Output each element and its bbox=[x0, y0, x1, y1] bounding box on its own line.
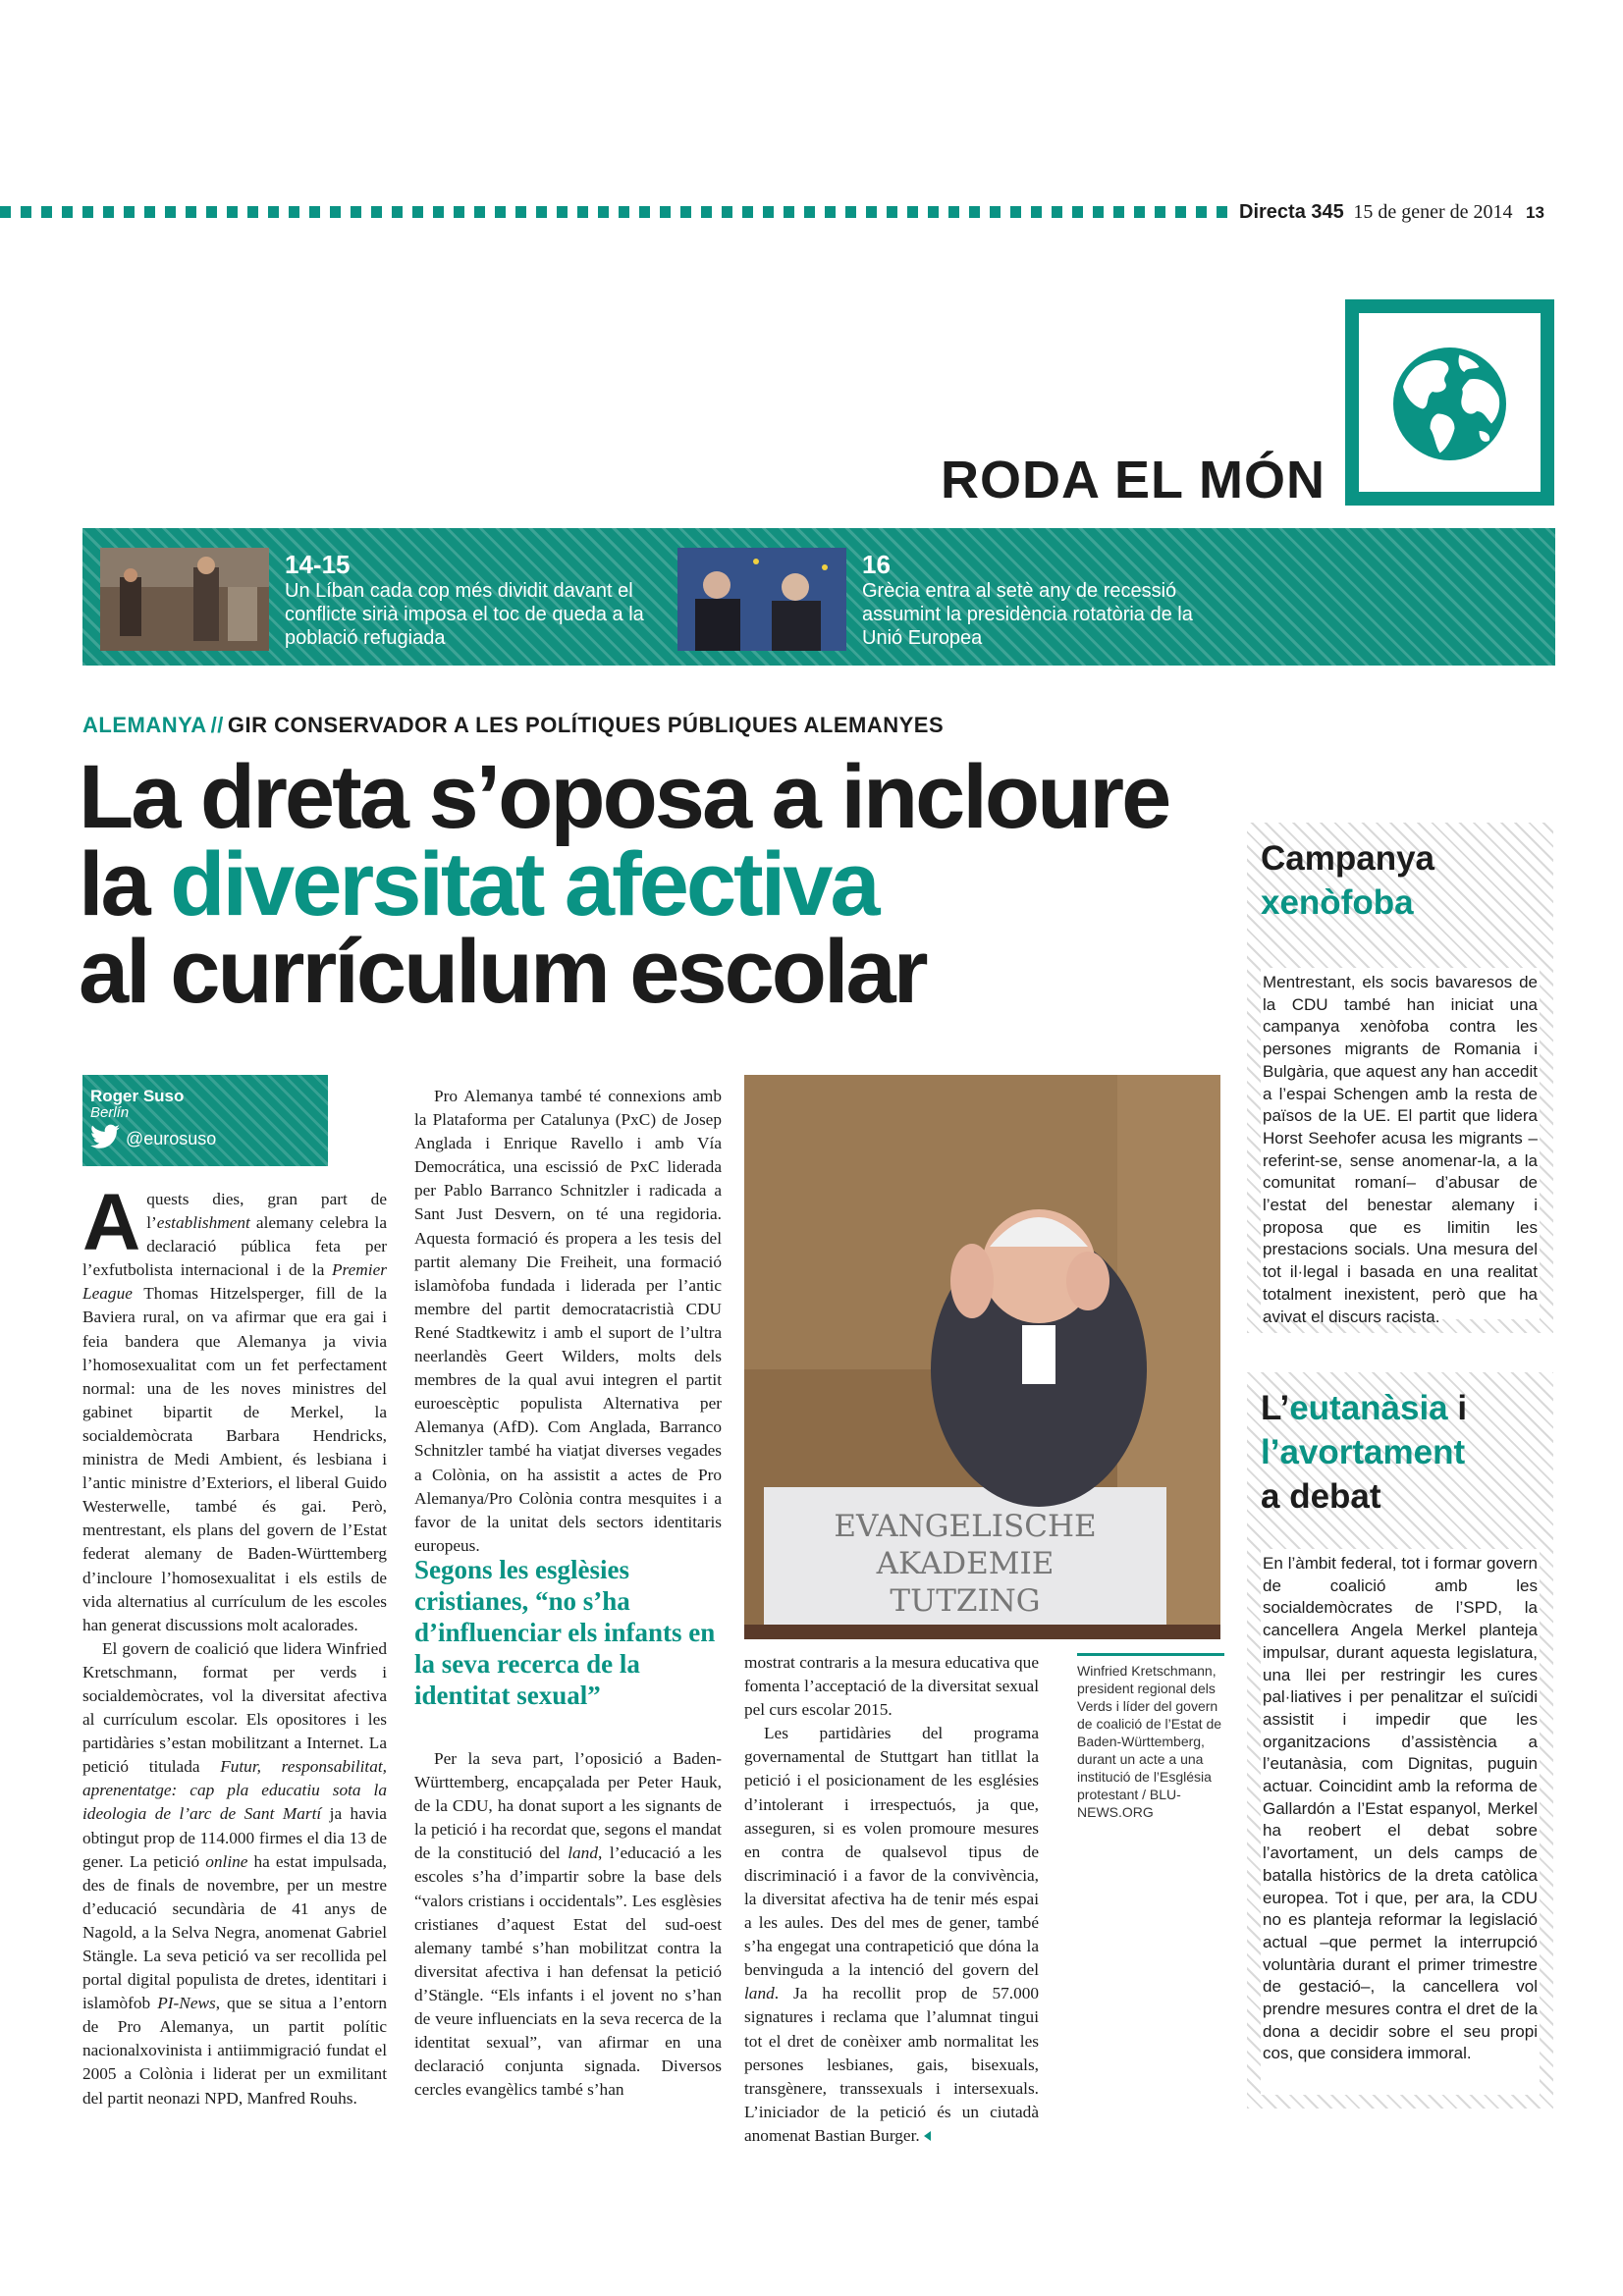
byline-box bbox=[82, 1075, 328, 1166]
article-paragraph bbox=[82, 1178, 387, 1637]
text-run: alemany celebra la declaració pública feta per l’exfutbolista internacional i de la bbox=[82, 1213, 387, 1280]
sidebar-title bbox=[1261, 836, 1434, 925]
article-paragraph bbox=[414, 1747, 722, 2102]
teaser-item[interactable] bbox=[100, 548, 650, 654]
photo-caption: Winfried Kretschmann, president regional dels Verds i líder del govern de coalició de l’Estat de Baden-Württemberg, durant un acte a una institució de l’Església protestant / BLU-NEWS.ORG bbox=[1077, 1653, 1224, 1821]
text-run: Futur, responsabilitat, aprenentatge: cap pla educatiu sota la ideologia de l’arc de Sant Martí bbox=[82, 1757, 387, 1824]
text-run: Per la seva part, l’oposició a Baden-Württemberg, encapçalada per Peter Hauk, de la CDU, ha donat suport a les signants de la petició i ha recordat que, segons el mandat de la constitució del bbox=[414, 1749, 722, 1863]
author-name: Roger Suso bbox=[90, 1087, 185, 1105]
sidebar-euthanasia bbox=[1247, 1372, 1553, 2109]
section-title: RODA EL MÓN bbox=[940, 451, 1325, 509]
article-photo bbox=[744, 1075, 1220, 1639]
sidebar-title bbox=[1261, 1386, 1467, 1519]
headline-line-2 bbox=[79, 834, 1257, 934]
text-run: ha estat impulsada, des de finals de novembre, per un mestre d’educació secundària de 41 anys de Nagold, a la Selva Negra, anomenat Gabriel Stängle. La seva petició va ser recollida pel portal digital populista de dretes, identitari i islamòfob bbox=[82, 1851, 387, 2013]
teaser-text: Grècia entra al setè any de recessió assumint la presidència rotatòria de la Unió Europea bbox=[862, 580, 1193, 649]
text-run: Les partidàries del programa governamental de Stuttgart han titllat la petició i el posicionament de les esglésies d’intolerant i irrespectuós, ja que, asseguren, si es volen promoure mesures en contra de qualsevol tipus de discriminació i a favor de la convivència, la diversitat afectiva ha de tenir més espai a les aules. Des del mes de gener, també s’ha engegat una contrapetició que dóna la benvinguda a la intenció del govern del bbox=[744, 1724, 1039, 1980]
article-column-1 bbox=[82, 1178, 387, 2110]
teaser-band bbox=[82, 528, 1555, 666]
text-run: i bbox=[1447, 1389, 1468, 1427]
headline-highlight: diversitat afectiva bbox=[170, 834, 878, 934]
kicker-topic: GIR CONSERVADOR A LES POLÍTIQUES PÚBLIQUES ALEMANYES bbox=[227, 713, 945, 737]
author-twitter-handle[interactable]: @eurosuso bbox=[126, 1129, 217, 1148]
top-dotted-rule bbox=[0, 206, 1227, 218]
kicker-country: ALEMANYA bbox=[82, 713, 207, 737]
text-run: eutanàsia bbox=[1289, 1389, 1448, 1427]
teaser-pages: 16 bbox=[862, 550, 891, 579]
sidebar-title-line: Campanya bbox=[1261, 839, 1435, 878]
teaser-item[interactable] bbox=[677, 548, 1227, 654]
teaser-pages: 14-15 bbox=[285, 550, 351, 579]
issue-date: 15 de gener de 2014 bbox=[1353, 201, 1513, 223]
sidebar-body: Mentrestant, els socis bavaresos de la CDU també han iniciat una campanya xenòfoba contra les persones migrants de Romania i Bulgària, que aquest any han accedit a l’espai Schengen amb la resta de països de la UE. El partit que lidera Horst Seehofer acusa les migrants –referint-se, sense anomenar-la, a la comunitat romaní– d’abusar de l’estat del benestar alemany i proposa que es limitin les prestacions socials. Una mesura del tot il·legal i basada en una realitat totalment inexistent, però que ha avivat el discurs racista. bbox=[1261, 968, 1540, 1319]
page-folio bbox=[1239, 201, 1544, 224]
headline-line-1: La dreta s’oposa a incloure bbox=[79, 747, 1169, 847]
article-paragraph: Pro Alemanya també té connexions amb la Plataforma per Catalunya (PxC) de Josep Anglada i Enrique Ravello i amb Vía Democrática, una escissió de PxC liderada per Pablo Barranco Schnitzler i radicada a Sant Just Desvern, on té una regidoria. Aquesta formació és propera a les tesis del partit alemany Die Freiheit, una formació islamòfoba fundada i liderada per l’antic membre del partit democratacristià CDU René Stadtkewitz i amb el suport de l’ultra neerlandès Geert Wilders, molts dels membres de la qual avui integren el partit euroescèptic populista Alternativa per Alemanya (AfD). Com Anglada, Barranco Schnitzler també ha viatjat diverses vegades a Colònia, on ha assistit a actes de Pro Alemanya/Pro Colònia contra mesquites i a favor de la unitat dels sectors identitaris europeus. bbox=[414, 1087, 722, 1555]
article-headline bbox=[79, 747, 1257, 1022]
text-run: PI-News bbox=[157, 1994, 216, 2013]
article-column-3 bbox=[744, 1651, 1039, 2148]
text-run: Thomas Hitzelsperger, fill de la Baviera rural, on va afirmar que era gai i feia bandera que Alemanya ja vivia l’homosexualitat com un fet perfectament normal: una de les noves ministres del gabinet bipartit de Merkel, la socialdemòcrata Barbara Hendricks, ministra de Medi Ambient, és lesbiana i l’antic ministre d’Exteriors, el liberal Guido Westerwelle, també és gai. Però, mentrestant, els plans del govern de l’Estat federat alemany de Baden-Württemberg d’incloure l’homosexualitat i els estils de vida alternatius al currículum de les escoles han generat discussions molt acalorades. bbox=[82, 1284, 387, 1634]
photo-sign-line: EVANGELISCHE bbox=[834, 1509, 1097, 1544]
author-city: Berlín bbox=[90, 1104, 130, 1121]
text-run: ja havia obtingut prop de 114.000 firmes el dia 13 de gener. La petició bbox=[82, 1804, 387, 1871]
kicker-separator: // bbox=[210, 713, 224, 737]
article-column-2-cont bbox=[414, 1747, 722, 2102]
twitter-bird-icon bbox=[90, 1124, 120, 1149]
sidebar-title-line: xenòfoba bbox=[1261, 883, 1414, 922]
photo-sign-line: TUTZING bbox=[890, 1583, 1041, 1619]
sidebar-xenophobia bbox=[1247, 823, 1553, 1333]
text-run: Premier League bbox=[82, 1260, 387, 1304]
text-run: , que se situa a l’entorn de Pro Alemanya, un partit polític nacionalxovinista i antiimmigració fundat el 2005 a Colònia i liderat per un exmilitant del partit neonazi NPD, Manfred Rouhs. bbox=[82, 1994, 387, 2108]
teaser-photo-politicians bbox=[677, 548, 846, 651]
text-run: El govern de coalició que lidera Winfried Kretschmann, format per verds i socialdemòcrates, vol la diversitat afectiva al currículum escolar. Els opositores i les partidàries s’estan mobilitzant a Internet. La petició titulada bbox=[82, 1638, 387, 1777]
sidebar-title-line bbox=[1261, 1386, 1467, 1430]
sidebar-title-line: a debat bbox=[1261, 1477, 1381, 1516]
article-paragraph bbox=[744, 1722, 1039, 2148]
text-run: L’ bbox=[1261, 1389, 1290, 1427]
sidebar-body: En l’àmbit federal, tot i formar govern de coalició amb les socialdemòcrates de l’SPD, la cancellera Angela Merkel planteja impulsar, durant aquesta legislatura, una llei per restringir les cures pal·liatives i per penalitzar el suïcidi assistit i impedir que les organitzacions d’assistència a l’eutanàsia, com Dignitas, puguin actuar. Coincidint amb la reforma de Gallardón a l’Estat espanyol, Merkel ha reobert el debat sobre l’avortament, un dels camps de batalla històrics de la dreta catòlica europea. Tot i que, per ara, la CDU no es planteja reformar la legislació actual –que permet la interrupció voluntària durant el primer trimestre de gestació–, la cancellera vol prendre mesures contra el dret de la dona a decidir sobre el seu propi cos, que considera immoral. bbox=[1261, 1549, 1540, 2095]
text-run: land bbox=[568, 1843, 598, 1863]
headline-line-3: al currículum escolar bbox=[79, 922, 926, 1022]
text-run: online bbox=[205, 1851, 248, 1871]
text-run: , l’educació a les escoles s’ha d’impartir sobre la base dels “valors cristians i occidentals”. Les esglèsies cristianes d’aquest Estat del sud-oest alemany també s’han mobilitzat contra la diversitat afectiva i han defensat la petició d’Stängle. “Els infants i el jovent no s’han de veure influenciats en la seva recerca de la identitat sexual”, van afirmar en una declaració conjunta signada. Diversos cercles evangèlics també s’han bbox=[414, 1843, 722, 2100]
section-globe-box bbox=[1345, 299, 1554, 506]
photo-sign-line: AKADEMIE bbox=[876, 1546, 1055, 1581]
globe-icon bbox=[1388, 343, 1511, 465]
text-run: quests dies, gran part de l’ bbox=[146, 1190, 387, 1233]
end-of-article-icon bbox=[924, 2131, 931, 2141]
article-paragraph: mostrat contraris a la mesura educativa que fomenta l’acceptació de la diversitat sexual pel curs escolar 2015. bbox=[744, 1653, 1039, 1720]
drop-cap: A bbox=[82, 1178, 141, 1267]
pull-quote: Segons les esglèsies cristianes, “no s’ha d’influenciar els infants en la seva recerca de la identitat sexual” bbox=[414, 1555, 716, 1710]
article-kicker bbox=[82, 713, 944, 738]
sidebar-title-line: l’avortament bbox=[1261, 1433, 1466, 1471]
text-run: land bbox=[744, 1984, 775, 2003]
teaser-text: Un Líban cada cop més dividit davant el conflicte sirià imposa el toc de queda a la població refugiada bbox=[285, 580, 644, 649]
teaser-photo-refugees bbox=[100, 548, 269, 651]
article-paragraph bbox=[82, 1637, 387, 2110]
article-column-2 bbox=[414, 1085, 722, 1558]
text-run: establishment bbox=[156, 1213, 250, 1233]
publication-name: Directa 345 bbox=[1239, 201, 1344, 223]
text-run: . Ja ha recollit prop de 57.000 signatures i reclama que l’alumnat tingui tot el dret de conèixer amb normalitat les persones lesbianes, gais, bisexuals, transgènere, transsexuals i intersexuals. L’iniciador de la petició és un ciutadà anomenat Bastian Burger. bbox=[744, 1984, 1039, 2145]
page-number: 13 bbox=[1526, 203, 1544, 222]
headline-line-2a: la bbox=[79, 834, 171, 934]
